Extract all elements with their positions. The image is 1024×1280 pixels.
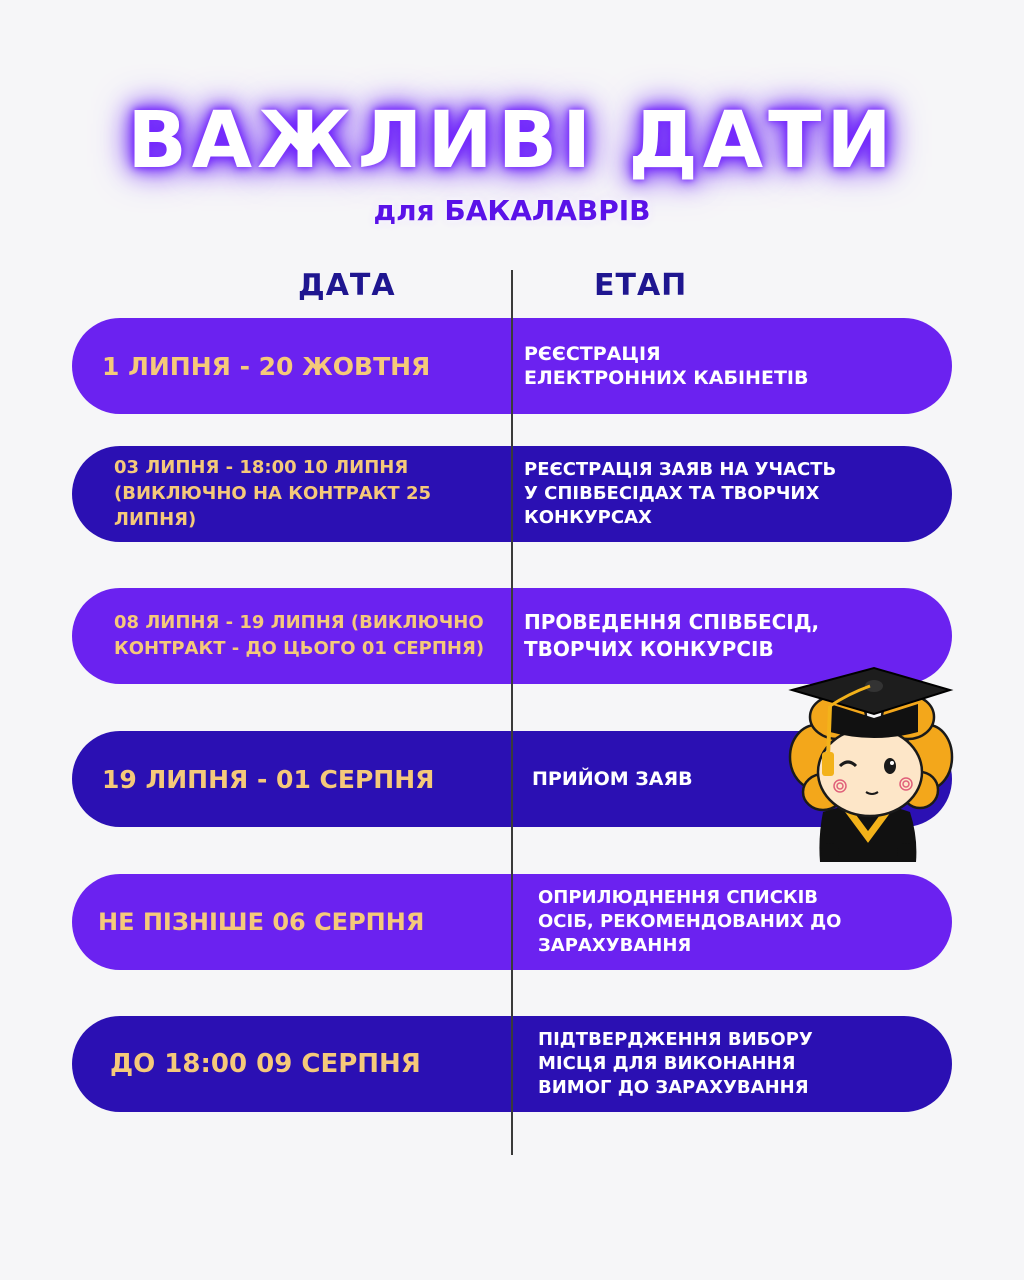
column-header-stage: ЕТАП bbox=[594, 268, 688, 303]
row-date: 03 ЛИПНЯ - 18:00 10 ЛИПНЯ (ВИКЛЮЧНО НА КОНТРАКТ 25 ЛИПНЯ) bbox=[114, 457, 432, 530]
row-date: ДО 18:00 09 СЕРПНЯ bbox=[110, 1049, 421, 1079]
row-stage: ПІДТВЕРДЖЕННЯ ВИБОРУ МІСЦЯ ДЛЯ ВИКОНАННЯ ВИМОГ ДО ЗАРАХУВАННЯ bbox=[538, 1029, 813, 1098]
row-date: 1 ЛИПНЯ - 20 ЖОВТНЯ bbox=[102, 351, 431, 381]
column-header-date: ДАТА bbox=[298, 268, 396, 303]
row-stage: РЕЄСТРАЦІЯ ЗАЯВ НА УЧАСТЬ У СПІВБЕСІДАХ ТА ТВОРЧИХ КОНКУРСАХ bbox=[524, 459, 837, 528]
page-title: ВАЖЛИВІ ДАТИ bbox=[127, 96, 897, 186]
row-stage: ОПРИЛЮДНЕННЯ СПИСКІВ ОСІБ, РЕКОМЕНДОВАНИХ ДО ЗАРАХУВАННЯ bbox=[538, 887, 842, 956]
row-date: 19 ЛИПНЯ - 01 СЕРПНЯ bbox=[102, 764, 435, 794]
column-divider bbox=[511, 270, 513, 1155]
row-date: НЕ ПІЗНІШЕ 06 СЕРПНЯ bbox=[98, 908, 425, 936]
page-subtitle: для БАКАЛАВРІВ bbox=[373, 194, 651, 227]
graduate-mascot-icon bbox=[778, 662, 958, 872]
row-stage: РЄЄСТРАЦІЯ ЕЛЕКТРОННИХ КАБІНЕТІВ bbox=[524, 343, 809, 389]
row-stage: ПРИЙОМ ЗАЯВ bbox=[532, 768, 693, 790]
row-date: 08 ЛИПНЯ - 19 ЛИПНЯ (ВИКЛЮЧНО КОНТРАКТ - ДО ЦЬОГО 01 СЕРПНЯ) bbox=[114, 612, 485, 659]
row-stage: ПРОВЕДЕННЯ СПІВБЕСІД, ТВОРЧИХ КОНКУРСІВ bbox=[524, 610, 820, 661]
